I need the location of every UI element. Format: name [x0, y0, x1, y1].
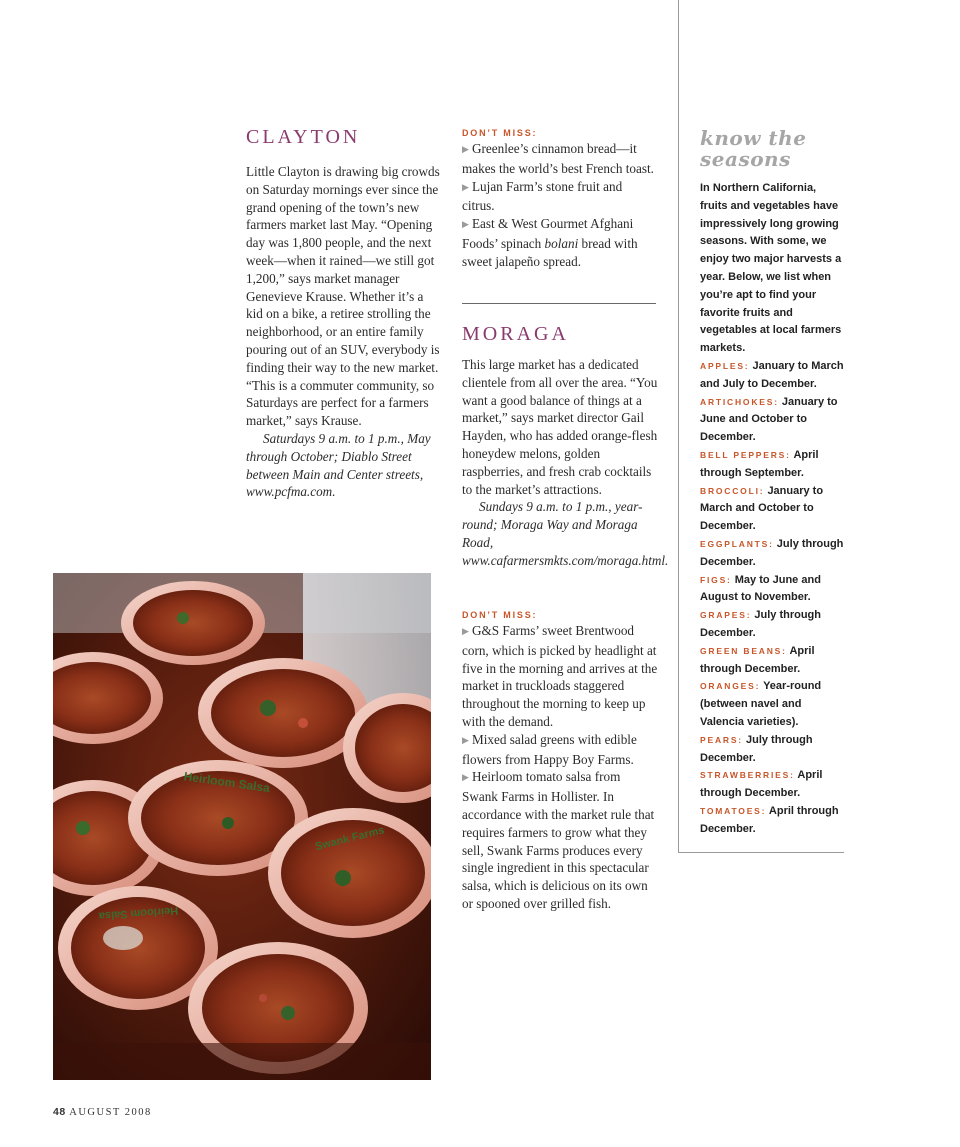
- season-item: GREEN BEANS: April through December.: [700, 644, 815, 675]
- dont-miss-item: ▶ East & West Gourmet Afghani Foods’ spinach bolani bread with sweet jalapeño spread.: [462, 216, 638, 269]
- cup-label-text: Heirloom Salsa: [182, 769, 271, 796]
- section-divider: [462, 303, 656, 304]
- triangle-bullet-icon: ▶: [462, 145, 469, 155]
- salsa-cup: [198, 658, 368, 768]
- salsa-cup: [121, 581, 265, 665]
- clayton-body: Little Clayton is drawing big crowds on Saturday mornings ever since the grand opening of the town’s new farmers market last May. “Opening day was 1,800 people, and the next week—when it rained—we still got 1,200,” says market manager Genevieve Krause. Whether it’s a kid on a bike, a retiree strolling the neighborhood, or an entire family pouring out of an SUV, everybody is finding their way to the new market. “This is a commuter community, so Saturdays are perfect for a farmers market,” says Krause.: [246, 164, 440, 429]
- clayton-dont-miss-list: [462, 140, 658, 271]
- season-item: GRAPES: July through December.: [700, 609, 821, 639]
- moraga-dont-miss-label: DON’T MISS:: [462, 610, 538, 620]
- moraga-heading: MORAGA: [462, 323, 569, 345]
- season-item: BELL PEPPERS: April through September.: [700, 448, 819, 479]
- sidebar-divider-bottom: [678, 852, 844, 853]
- dont-miss-item: ▶ Greenlee’s cinnamon bread—it makes the world’s best French toast.: [462, 141, 654, 176]
- moraga-dont-miss: [462, 608, 658, 913]
- moraga-dont-miss-list: [462, 622, 658, 913]
- season-item: ARTICHOKES: January to June and October to December.: [700, 395, 838, 444]
- triangle-bullet-icon: ▶: [462, 735, 469, 746]
- seasons-intro: In Northern California, fruits and vegetables have impressively long growing seasons. With some, we enjoy two major harvests a year. Below, we list when you’re apt to find your favorite fruits and vegetables at local farmers markets.: [700, 182, 842, 355]
- seasons-heading: know the seasons: [700, 126, 807, 171]
- moraga-article: [462, 356, 669, 570]
- season-item: STRAWBERRIES: April through December.: [700, 769, 823, 800]
- season-item: EGGPLANTS: July through December.: [700, 537, 844, 568]
- page-number: 48: [53, 1106, 66, 1118]
- clayton-article: [246, 163, 442, 501]
- salsa-cups-photo: [53, 573, 431, 1080]
- dont-miss-item: ▶ Lujan Farm’s stone fruit and citrus.: [462, 178, 623, 214]
- season-item: PEARS: July through December.: [700, 733, 813, 764]
- page-folio: [53, 1106, 152, 1118]
- triangle-bullet-icon: ▶: [462, 627, 469, 637]
- season-item: ORANGES: Year-round (between navel and Valencia varieties).: [700, 680, 822, 728]
- clayton-details: Saturdays 9 a.m. to 1 p.m., May through October; Diablo Street between Main and Center streets, www.pcfma.com.: [246, 430, 431, 500]
- moraga-details: Sundays 9 a.m. to 1 p.m., year-round; Moraga Way and Moraga Road, www.cafarmersmkts.com/moraga.html.: [462, 499, 669, 568]
- triangle-bullet-icon: ▶: [462, 220, 469, 231]
- salsa-cups-illustration: [53, 573, 431, 1080]
- seasons-sidebar: [700, 128, 846, 838]
- season-item: FIGS: May to June and August to November.: [700, 573, 821, 604]
- sidebar-divider-vertical: [678, 0, 679, 852]
- triangle-bullet-icon: ▶: [462, 182, 469, 193]
- middle-column: [462, 126, 669, 911]
- season-item: TOMATOES: April through December.: [700, 804, 839, 835]
- moraga-body: This large market has a dedicated clientele from all over the area. “You want a good balance of things at a market,” says market director Gail Hayden, who has added orange-flesh honeydew melons, golden raspberries, and fresh crab cocktails to the market’s attractions.: [462, 357, 658, 497]
- season-item: APPLES: January to March and July to December.: [700, 359, 844, 390]
- salsa-cup: [268, 808, 431, 938]
- clayton-column: [246, 126, 442, 501]
- seasons-list: [700, 358, 846, 839]
- lid-brand-text: Swank Farms: [313, 824, 386, 854]
- dont-miss-item: ▶ Heirloom tomato salsa from Swank Farms in Hollister. In accordance with the market rule that requires farmers to grow what they sell, Swank Farms produces every single ingredient in this spectacular salsa, which is delicious on its own or spooned over grilled fish.: [462, 769, 655, 911]
- triangle-bullet-icon: ▶: [462, 773, 469, 784]
- dont-miss-item: ▶ Mixed salad greens with edible flowers from Happy Boy Farms.: [462, 731, 637, 767]
- issue-date: AUGUST 2008: [69, 1107, 152, 1118]
- dont-miss-item: ▶ G&S Farms’ sweet Brentwood corn, which is picked by headlight at five in the morning and arrives at the market in truckloads staggered throughout the morning to keep up with the demand.: [462, 623, 658, 729]
- cup-label-text: Heirloom Salsa: [98, 904, 179, 922]
- season-item: BROCCOLI: January to March and October to December.: [700, 484, 824, 533]
- clayton-dont-miss-label: DON’T MISS:: [462, 128, 538, 138]
- clayton-heading: CLAYTON: [246, 126, 361, 148]
